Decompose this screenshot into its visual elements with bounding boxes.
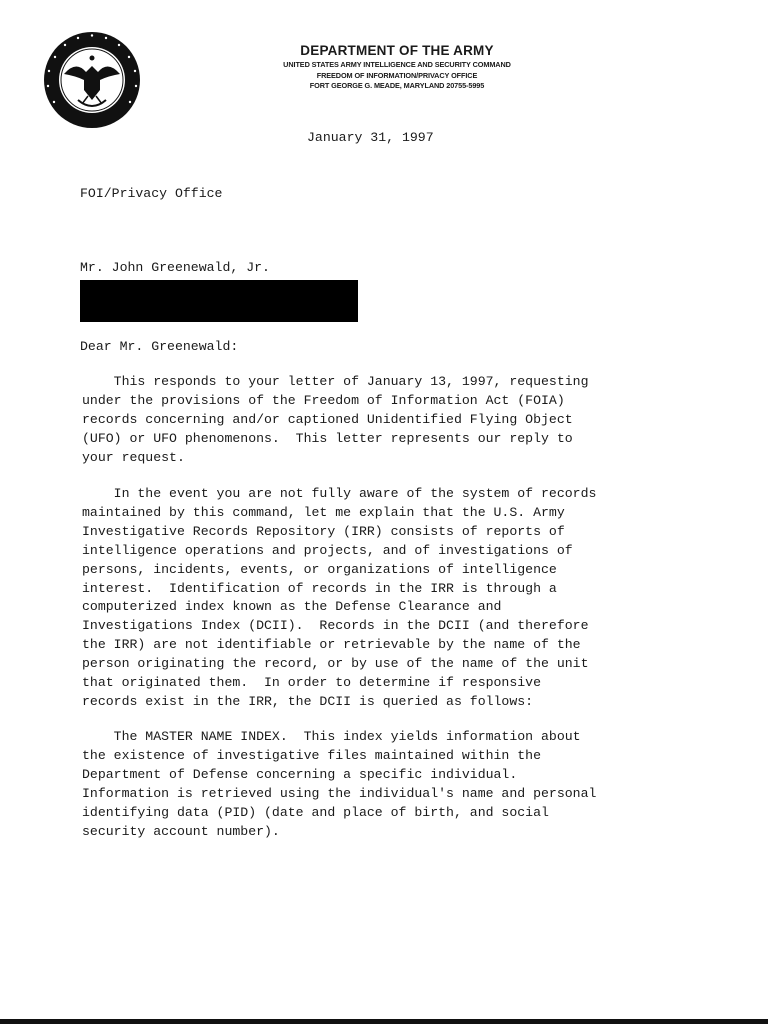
body-paragraph: This responds to your letter of January 13, 1997, requesting under the provisions of the Freedom of Information Act (FOIA) records concerning and/or captioned Unidentified Flying Object (UFO) or UFO phenomenons. This letter represents our reply to your request.	[82, 374, 589, 465]
letterhead-address: FORT GEORGE G. MEADE, MARYLAND 20755-5995	[309, 81, 485, 90]
letterhead	[232, 42, 562, 92]
body-paragraph: In the event you are not fully aware of the system of records maintained by this command, let me explain that the U.S. Army Investigative Records Repository (IRR) consists of reports of intelligence operations and projects, and of investigations of persons, incidents, events, or organizations of intelligence interest. Identification of records in the IRR is through a computerized index known as the Defense Clearance and Investigations Index (DCII). Records in the DCII (and therefore the IRR) are not identifiable or retrievable by the name of the person originating the record, or by use of the name of the unit that originated them. In order to determine if responsive records exist in the IRR, the DCII is queried as follows:	[82, 486, 597, 709]
addressee-name: Mr. John Greenewald, Jr.	[80, 260, 270, 275]
salutation: Dear Mr. Greenewald:	[80, 339, 239, 354]
letter-date: January 31, 1997	[307, 130, 434, 145]
sender-office: FOI/Privacy Office	[80, 186, 223, 201]
page-bottom-edge	[0, 1019, 768, 1024]
letterhead-office: FREEDOM OF INFORMATION/PRIVACY OFFICE	[316, 70, 478, 80]
letterhead-title: DEPARTMENT OF THE ARMY	[300, 43, 494, 58]
department-of-defense-seal-icon	[42, 30, 142, 130]
redacted-address-block	[80, 280, 358, 322]
letterhead-command: UNITED STATES ARMY INTELLIGENCE AND SECURITY COMMAND	[283, 60, 511, 69]
body-paragraph: The MASTER NAME INDEX. This index yields information about the existence of investigative files maintained within the Department of Defense concerning a specific individual. Information is retrieved using the individual's name and personal identifying data (PID) (date and place of birth, and social security account number).	[82, 729, 597, 839]
